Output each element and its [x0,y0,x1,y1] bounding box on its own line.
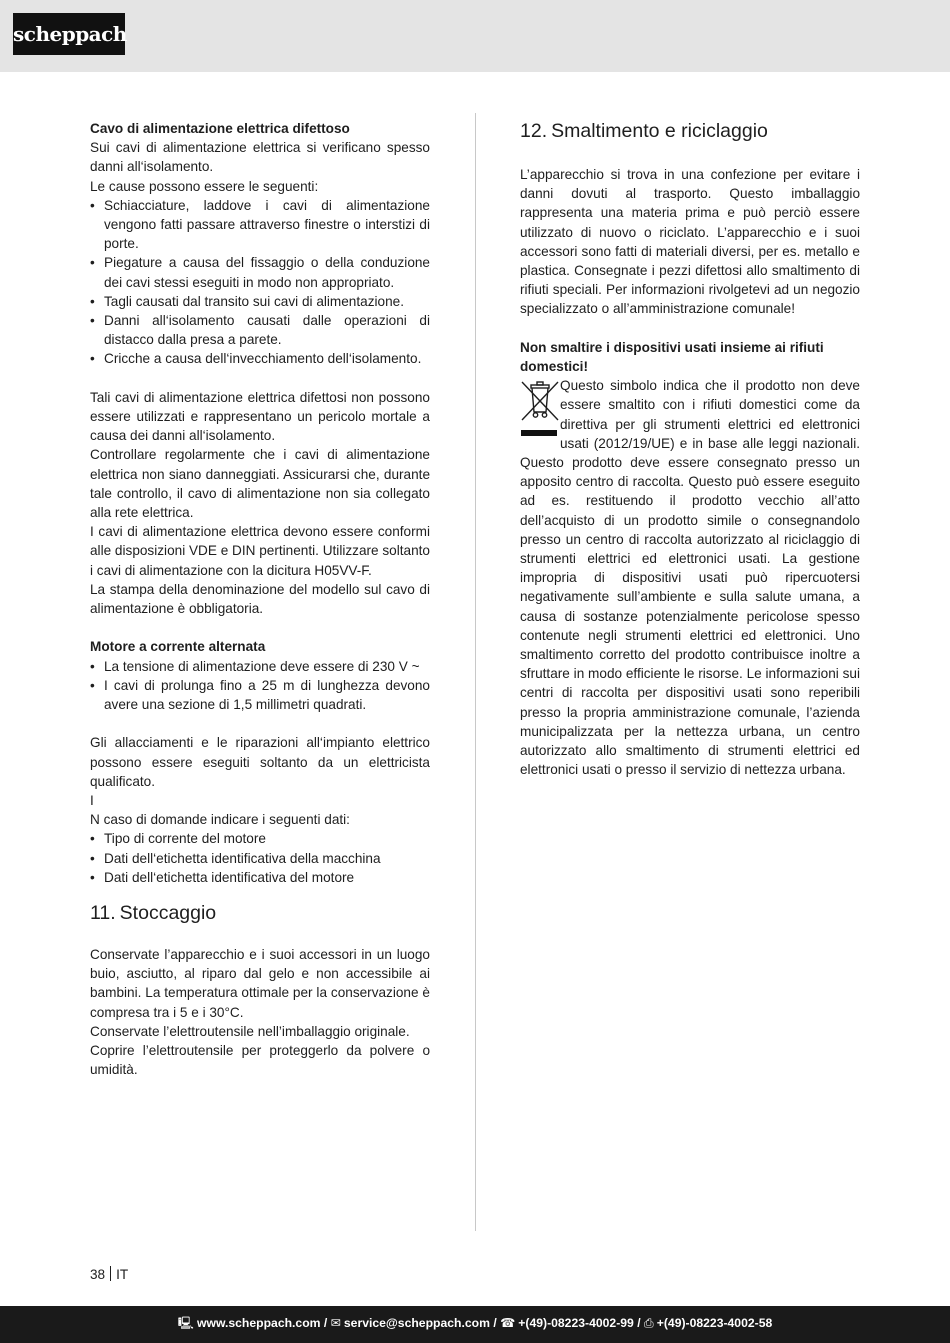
cable-paragraph: Controllare regolarmente che i cavi di alimentazione elettrica non siano danneggiati. Assicurarsi che, durante tale controllo, il cavo di alimentazione non sia collegato alla rete elettrica. [90,447,430,521]
page-header [0,0,950,72]
section-title-text: Stoccaggio [119,902,217,925]
footer-website[interactable]: www.scheppach.com [197,1316,321,1330]
page-number [90,1266,128,1282]
list-item: • Dati dell‘etichetta identificativa della macchina [90,849,430,868]
motor-paragraph: Gli allacciamenti e le riparazioni all‘impianto elettrico possono essere eseguiti soltanto da un elettricista qualificato. [90,735,430,789]
section-number: 12. [520,120,548,142]
motor-data-list [90,829,430,887]
footer-separator: / [323,1316,328,1330]
footer-separator: / [493,1316,497,1330]
list-item: • Tagli causati dal transito sui cavi di alimentazione. [90,292,430,311]
cable-paragraph: Tali cavi di alimentazione elettrica difettosi non possono essere utilizzati e rappresentano un pericolo mortale a causa dei danni all‘isolamento. [90,389,430,444]
section-title-text: Smaltimento e riciclaggio [551,120,768,142]
list-item: • Cricche a causa dell‘invecchiamento dell‘isolamento. [90,349,430,368]
disposal-section-title [520,119,860,143]
motor-list [90,657,430,715]
weee-heading: Non smaltire i dispositivi usati insieme ai rifiuti domestici! [520,339,824,375]
footer-separator: / [637,1316,641,1330]
page-number-value: 38 [90,1267,106,1282]
list-item: • Danni all‘isolamento causati dalle operazioni di distacco dalla presa a parete. [90,311,430,349]
scheppach-logo: scheppach [13,13,125,55]
cable-causes-list [90,196,430,369]
list-item: • Schiacciature, laddove i cavi di alimentazione vengono fatti passare attraverso finestre o interstizi di porte. [90,196,430,254]
footer-phone: +(49)-08223-4002-99 [518,1316,634,1330]
footer-email[interactable]: service@scheppach.com [343,1316,490,1330]
fax-icon: ⎙ [643,1316,654,1330]
list-item: • I cavi di prolunga fino a 25 m di lunghezza devono avere una sezione di 1,5 millimetri quadrati. [90,676,430,714]
left-column [90,119,430,1080]
computer-icon: 🖳 [177,1316,194,1330]
storage-paragraph: Coprire l’elettroutensile per proteggerlo da polvere o umidità. [90,1043,430,1078]
footer-contacts [0,1306,950,1340]
cable-heading: Cavo di alimentazione elettrica difettoso [90,121,350,136]
motor-paragraph: I [90,793,94,809]
weee-block [520,376,860,779]
column-divider [475,113,476,1231]
motor-paragraph: N caso di domande indicare i seguenti dati: [90,812,350,828]
list-item: • Tipo di corrente del motore [90,829,430,848]
cable-paragraph: La stampa della denominazione del modello sul cavo di alimentazione è obbligatoria. [90,581,430,617]
right-column [520,119,860,779]
crossed-bin-icon [520,378,560,440]
cable-paragraph: Le cause possono essere le seguenti: [90,178,319,194]
phone-icon: ☎ [500,1316,516,1330]
cable-paragraph: Sui cavi di alimentazione elettrica si verificano spesso danni all‘isolamento. [90,140,430,175]
list-item: • Piegature a causa del fissaggio o della conduzione dei cavi stessi eseguiti in modo non appropriato. [90,253,430,291]
page-number-separator [110,1266,111,1281]
disposal-paragraph: L’apparecchio si trova in una confezione per evitare i danni dovuti al trasporto. Questo imballaggio rappresenta una materia prima e può perciò essere utilizzato di nuovo o riciclato. L’apparecchio e i suoi accessori sono fatti di materiali diversi, per es. metallo e plastica. Consegnate i pezzi difettosi allo smaltimento di rifiuti speciali. Per informazioni rivolgetevi ad un negozio specializzato o all’amministrazione comunale! [520,167,860,317]
motor-heading: Motore a corrente alternata [90,639,266,655]
storage-section-title [90,901,430,925]
list-item: • La tensione di alimentazione deve essere di 230 V ~ [90,657,430,676]
storage-paragraph: Conservate l’apparecchio e i suoi accessori in un luogo buio, asciutto, al riparo dal gelo e non accessibile ai bambini. La temperatura ottimale per la conservazione è compresa tra i 5 e i 30°C. [90,947,430,1020]
section-number: 11. [90,902,116,925]
cable-paragraph: I cavi di alimentazione elettrica devono essere conformi alle disposizioni VDE e DIN pertinenti. Utilizzare soltanto i cavi di alimentazione con la dicitura H05VV-F. [90,524,430,578]
footer-fax: +(49)-08223-4002-58 [656,1316,773,1330]
page-footer [0,1306,950,1343]
weee-paragraph: Questo simbolo indica che il prodotto non deve essere smaltito con i rifiuti domestici come da direttiva per gli strumenti elettrici ed elettronici usati (2012/19/UE) e in base alle leggi nazionali. Questo prodotto deve essere consegnato presso un apposito centro di raccolta. Questo può essere eseguito ad es. restituendo il prodotto vecchio all’atto dell’acquisto di un prodotto simile o consegnandolo presso un centro di raccolta autorizzato al riciclaggio di strumenti elettrici ed elettronici usati. La gestione impropria di dispositivi usati può ripercuotersi negativamente sull’ambiente e sulla salute umana, a causa di sostanze potenzialmente pericolose spesso contenute negli strumenti elettrici ed elettronici. Uno smaltimento corretto del prodotto contribuisce inoltre a sfruttare in modo efficiente le risorse. Le informazioni sui centri di raccolta per dispositivi usati sono reperibili presso la propria amministrazione comunale, l’azienda municipalizzata per la nettezza urbana, un centro autorizzato allo smaltimento di strumenti elettrici ed elettronici usati o presso il servizio di nettezza urbana. [520,378,860,778]
mail-icon: ✉ [330,1316,341,1330]
list-item: • Dati dell‘etichetta identificativa del motore [90,868,430,887]
page-language: IT [116,1267,129,1282]
storage-paragraph: Conservate l’elettroutensile nell’imballaggio originale. [90,1023,410,1039]
